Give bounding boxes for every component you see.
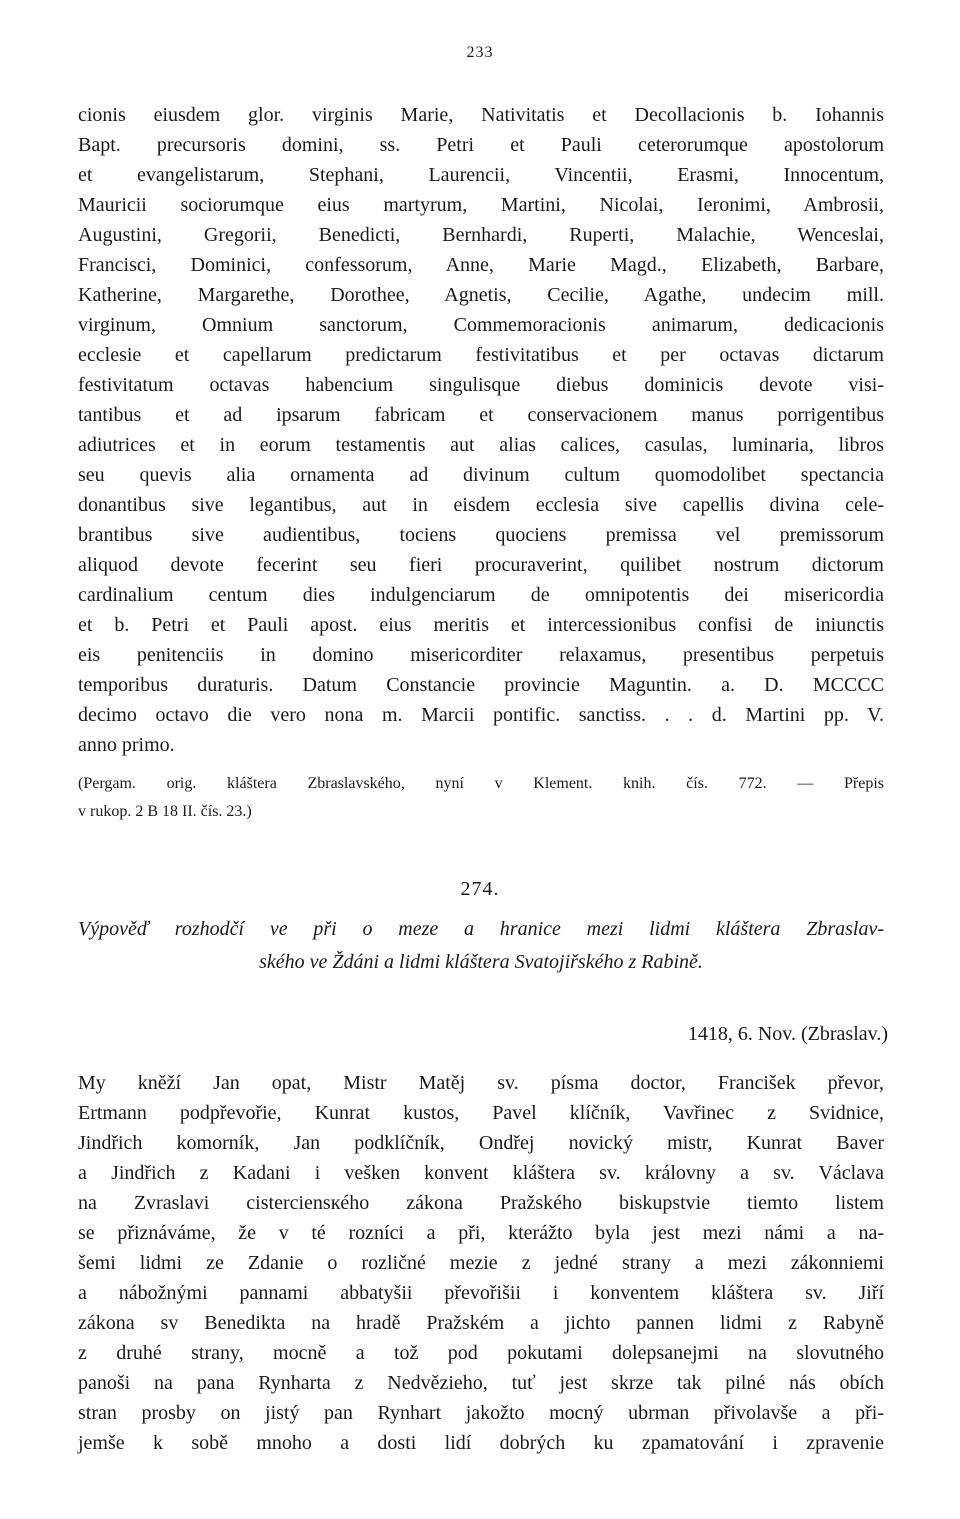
latin-text-line: Augustini, Gregorii, Benedicti, Bernhardi, Ruperti, Malachie, Wenceslai, (78, 224, 884, 246)
latin-text-line: seu quevis alia ornamenta ad divinum cultum quomodolibet spectancia (78, 464, 884, 486)
document-heading (78, 913, 884, 979)
latin-text-line: Bapt. precursoris domini, ss. Petri et Pauli ceterorumque apostolorum (78, 134, 884, 156)
latin-text-line: festivitatum octavas habencium singulisque diebus dominicis devote visi- (78, 374, 884, 396)
latin-text-line: temporibus duraturis. Datum Constancie provincie Maguntin. a. D. MCCCC (78, 674, 884, 696)
dateline: 1418, 6. Nov. (Zbraslav.) (687, 1023, 888, 1045)
czech-text-block (78, 1068, 884, 1458)
latin-text-line: donantibus sive legantibus, aut in eisdem ecclesia sive capellis divina cele- (78, 494, 884, 516)
source-note-line: v rukop. 2 B 18 II. čís. 23.) (78, 803, 252, 820)
czech-text-line: šemi lidmi ze Zdanie o rozličné mezie z jedné strany a mezi zákonniemi (78, 1252, 884, 1274)
czech-text-line: na Zvraslavi cisterciensкého zákona Pražského biskupstvie tiemto listem (78, 1192, 884, 1214)
latin-text-line: adiutrices et in eorum testamentis aut alias calices, casulas, luminaria, libros (78, 434, 884, 456)
latin-text-line: Francisci, Dominici, confessorum, Anne, Marie Magd., Elizabeth, Barbare, (78, 254, 884, 276)
source-note-line: (Pergam. orig. kláštera Zbraslavského, nyní v Klement. knih. čís. 772. — Přepis (78, 775, 884, 792)
page-number: 233 (466, 44, 494, 61)
latin-text-block (78, 100, 884, 760)
latin-text-line: eis penitenciis in domino misericorditer relaxamus, presentibus perpetuis (78, 644, 884, 666)
heading-line: Výpověď rozhodčí ve při o meze a hranice mezi lidmi kláštera Zbraslav- (78, 918, 884, 940)
czech-text-line: Ertmann podpřevořie, Kunrat kustos, Pavel klíčník, Vavřinec z Svidnice, (78, 1102, 884, 1124)
latin-text-line: Mauricii sociorumque eius martyrum, Martini, Nicolai, Ieronimi, Ambrosii, (78, 194, 884, 216)
latin-text-line: cardinalium centum dies indulgenciarum de omnipotentis dei misericordia (78, 584, 884, 606)
czech-text-line: zákona sv Benedikta na hradě Pražském a jichto pannen lidmi z Rabyně (78, 1312, 884, 1334)
czech-text-line: a Jindřich z Kadani i vešken konvent kláštera sv. královny a sv. Václava (78, 1162, 884, 1184)
document-number: 274. (460, 878, 500, 900)
source-note (78, 770, 884, 826)
latin-text-line: et b. Petri et Pauli apost. eius meritis et intercessionibus confisi de iniunctis (78, 614, 884, 636)
latin-text-line: et evangelistarum, Stephani, Laurencii, Vincentii, Erasmi, Innocentum, (78, 164, 884, 186)
latin-text-line: cionis eiusdem glor. virginis Marie, Nativitatis et Decollacionis b. Iohannis (78, 104, 884, 126)
latin-text-line: Katherine, Margarethe, Dorothee, Agnetis, Cecilie, Agathe, undecim mill. (78, 284, 884, 306)
czech-text-line: stran prosby on jistý pan Rynhart jakožto mocný ubrman přivolavše a při- (78, 1402, 884, 1424)
latin-text-line: decimo octavo die vero nona m. Marcii pontific. sanctiss. . . d. Martini pp. V. (78, 704, 884, 726)
latin-text-line: aliquod devote fecerint seu fieri procuraverint, quilibet nostrum dictorum (78, 554, 884, 576)
latin-text-line: brantibus sive audientibus, tociens quociens premissa vel premissorum (78, 524, 884, 546)
latin-text-line: tantibus et ad ipsarum fabricam et conservacionem manus porrigentibus (78, 404, 884, 426)
latin-text-line: anno primo. (78, 734, 175, 756)
czech-text-line: se přiznáváme, že v té rozníci a při, kterážto byla jest mezi námi a na- (78, 1222, 884, 1244)
czech-text-line: Jindřich komorník, Jan podklíčník, Ondřej novický mistr, Kunrat Baver (78, 1132, 884, 1154)
latin-text-line: ecclesie et capellarum predictarum festivitatibus et per octavas dictarum (78, 344, 884, 366)
czech-text-line: a nábožnými pannami abbatyšii převořišii i konventem kláštera sv. Jiří (78, 1282, 884, 1304)
latin-text-line: virginum, Omnium sanctorum, Commemoracionis animarum, dedicacionis (78, 314, 884, 336)
czech-text-line: jemše k sobě mnoho a dosti lidí dobrých ku zpamatování i zpravenie (78, 1432, 884, 1454)
heading-line: ského ve Ždáni a lidmi kláštera Svatojiřského z Rabině. (259, 951, 703, 973)
czech-text-line: panoši na pana Rynharta z Nedvězieho, tuť jest skrze tak pilné nás obích (78, 1372, 884, 1394)
czech-text-line: My kněží Jan opat, Mistr Matěj sv. písma doctor, Francišek převor, (78, 1072, 884, 1094)
czech-text-line: z druhé strany, mocně a tož pod pokutami dolepsanejmi na slovutného (78, 1342, 884, 1364)
